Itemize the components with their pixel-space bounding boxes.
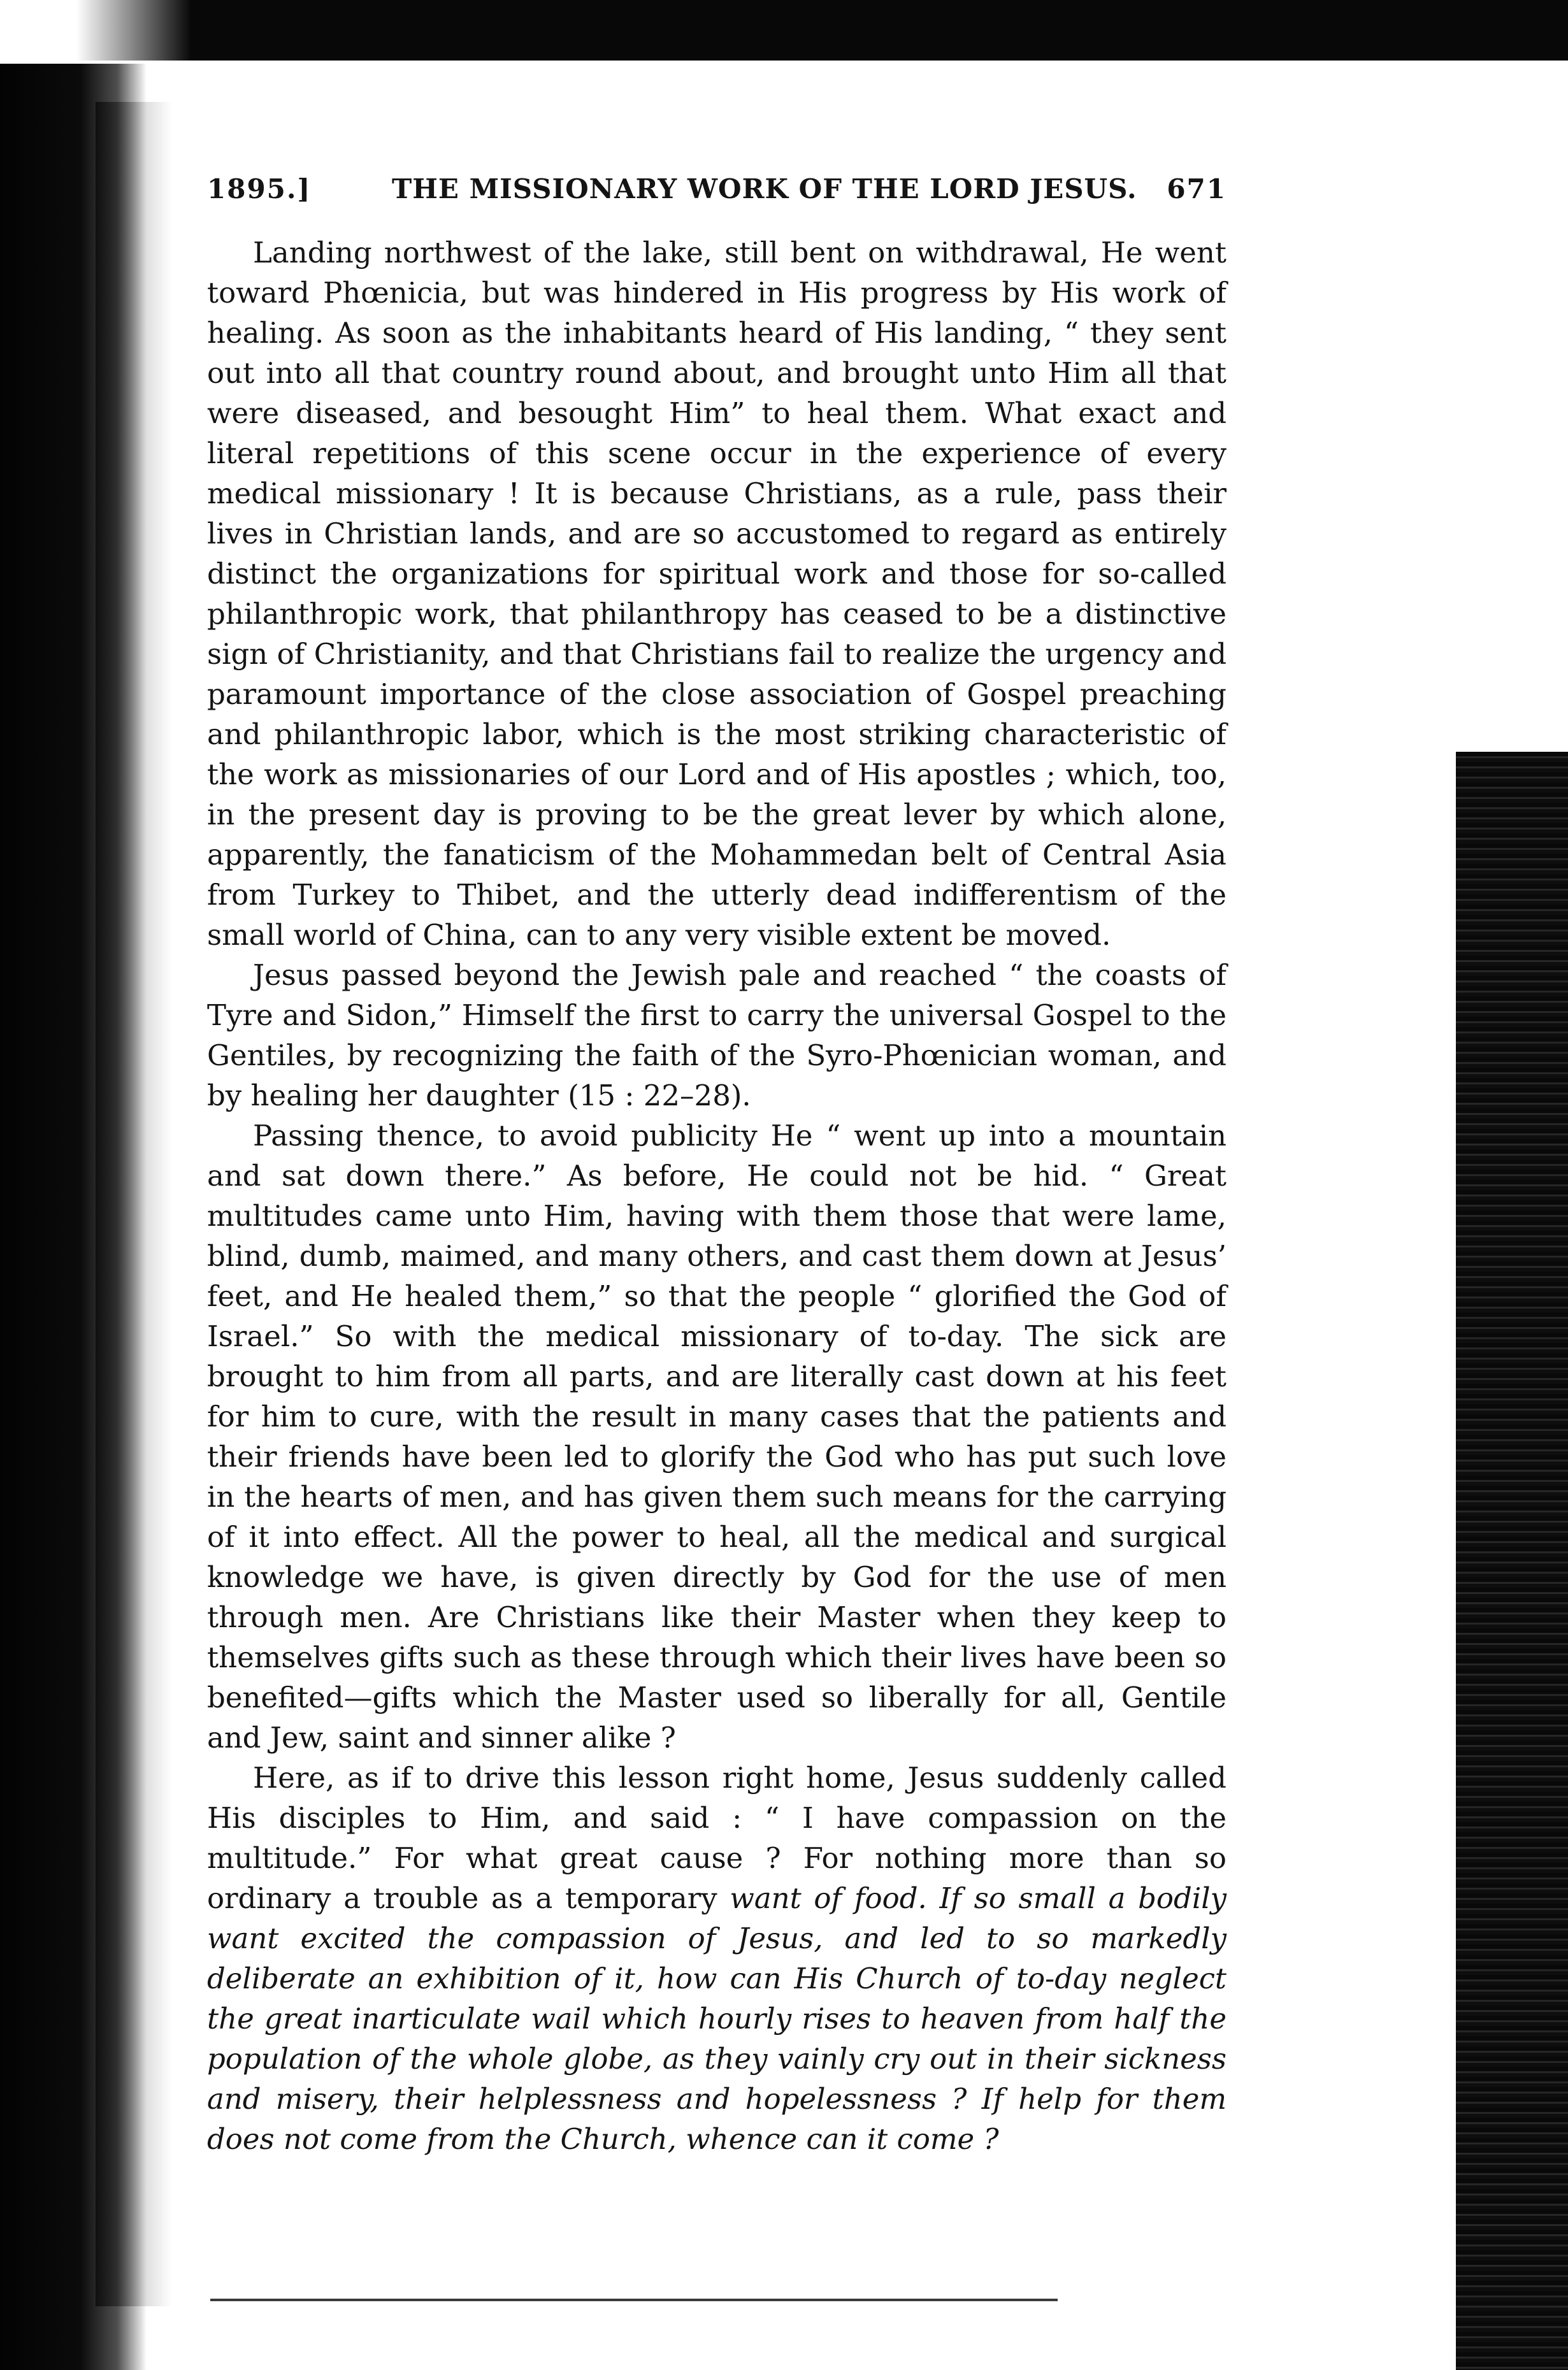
scan-spine-gradient bbox=[96, 102, 172, 2306]
paragraph-1: Landing northwest of the lake, still bent on withdrawal, He went toward Phœnicia, but was hindered in His progress by His work of healing. As soon as the inhabitants heard of His landing, “ they sent out into all that country round about, and brought unto Him all that were diseased, and besought Him” to heal them. What exact and literal repetitions of this scene occur in the experience of every medical missionary ! It is because Christians, as a rule, pass their lives in Christian lands, and are so accustomed to regard as entirely distinct the organizations for spiritual work and those for so-called philanthropic work, that philanthropy has ceased to be a distinctive sign of Christianity, and that Christians fail to realize the urgency and paramount importance of the close association of Gospel preaching and philanthropic labor, which is the most striking characteristic of the work as missionaries of our Lord and of His apostles ; which, too, in the present day is proving to be the great lever by which alone, apparently, the fanaticism of the Mohammedan belt of Central Asia from Turkey to Thibet, and the utterly dead indifferentism of the small world of China, can to any very visible extent be moved. bbox=[207, 236, 1226, 952]
header-date: 1895.] bbox=[207, 173, 312, 205]
paragraph-4-italic-passage: If so small a bodily want excited the compassion of Jesus, and led to so markedly deliberate an exhibition of it, how can His Church of to-day neglect the great inarticulate wail which hourly rises to heaven from half the population of the whole globe, as they vainly cry out in their sickness and misery, their helplessness and hopelessness ? If help for them does not come from the Church, whence can it come ? bbox=[207, 1881, 1227, 2156]
paragraph-4-text: Here, as if to drive this lesson right home, Jesus suddenly called His disciples to Him, and said : “ I have compassion on the multitude.” For what great cause ? For nothing more than so ordinary a trouble as a temporary bbox=[207, 1761, 1226, 1915]
paragraph-4-italic-phrase: want of food. bbox=[730, 1881, 927, 1915]
bottom-rule bbox=[210, 2299, 1058, 2301]
paragraph-2: Jesus passed beyond the Jewish pale and reached “ the coasts of Tyre and Sidon,” Himself the first to carry the universal Gospel to the Gentiles, by recognizing the faith of the Syro-Phœnician woman, and by healing her daughter (15 : 22–28). bbox=[207, 958, 1226, 1112]
paragraph-3: Passing thence, to avoid publicity He “ went up into a mountain and sat down there.” As before, He could not be hid. “ Great multitudes came unto Him, having with them those that were lame, blind, dumb, maimed, and many others, and cast them down at Jesus’ feet, and He healed them,” so that the people “ glorified the God of Israel.” So with the medical missionary of to-day. The sick are brought to him from all parts, and are literally cast down at his feet for him to cure, with the result in many cases that the patients and their friends have been led to glorify the God who has put such love in the hearts of men, and has given them such means for the carrying of it into effect. All the power to heal, all the medical and surgical knowledge we have, is given directly by God for the use of men through men. Are Christians like their Master when they keep to themselves gifts such as these through which their lives have been so benefited—gifts which the Master used so liberally for all, Gentile and Jew, saint and sinner alike ? bbox=[207, 1119, 1226, 1755]
article-body bbox=[207, 233, 1226, 2159]
paragraph-4 bbox=[207, 1758, 1226, 2159]
page-header bbox=[207, 173, 1226, 218]
running-title: THE MISSIONARY WORK OF THE LORD JESUS. bbox=[392, 173, 1137, 205]
scan-border-top bbox=[38, 0, 1568, 61]
page-number: 671 bbox=[1167, 173, 1226, 205]
scan-right-edge bbox=[1456, 752, 1568, 2370]
